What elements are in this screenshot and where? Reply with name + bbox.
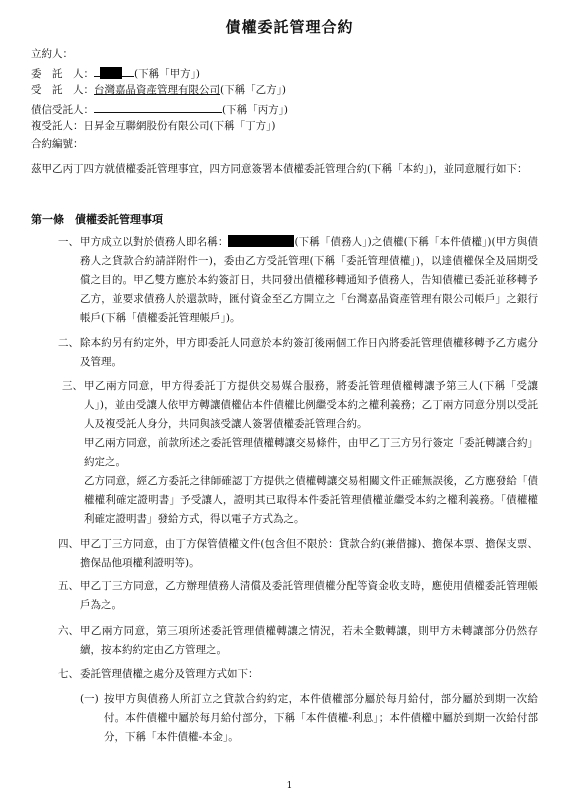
clause-6-number: 六、 — [58, 625, 79, 637]
party-a-suffix: (下稱「甲方」) — [134, 68, 200, 80]
clause-3-number: 三、 — [62, 380, 83, 392]
clause-1 — [80, 233, 538, 328]
clause-1-number: 一、 — [58, 236, 79, 248]
clause-1-part-a: 甲方成立以對於債務人即名稱： — [80, 236, 229, 248]
clause-3-part-c: 乙方同意，經乙方委託之律師確認丁方提供之債權轉讓交易相關文件正確無誤後，乙方應發給「債權權利確定證明書」予受讓人，證明其已取得本件委託管理債權並繼受本約之權利義務。「債權權利確定證明書」發給方式，得以電子方式為之。 — [84, 475, 538, 525]
party-b-name: 台灣嘉晶資產管理有限公司 — [94, 84, 220, 96]
parties-heading: 立約人： — [31, 48, 73, 60]
contract-number-label: 合約編號： — [31, 138, 84, 150]
clause-1-part-b: (下稱「債務人」)之債權(下稱「本件債權」)(甲方與債務人之貸款合約請詳附件一)，委由乙方受託管理(下稱「委託管理債權」)，以達債權保全及屆期受償之目的。甲乙雙方應於本約簽訂日，共同發出債權移轉通知予債務人，告知債權已委託並移轉予乙方，並要求債務人於還款時，匯付資金至乙方開立之「台灣嘉晶資產管理有限公司帳戶」之銀行帳戶(下稱「債權委託管理帳戶」)。 — [80, 236, 539, 324]
clause-5-number: 五、 — [58, 580, 79, 592]
clause-7: 委託管理債權之處分及管理方式如下： — [80, 668, 259, 680]
clause-3-part-a: 甲乙兩方同意，甲方得委託丁方提供交易媒合服務，將委託管理債權轉讓予第三人(下稱「受讓人」)，並由受讓人依甲方轉讓債權佔本件債權比例繼受本約之權利義務；乙丁兩方同意分別以受託人及複受託人身分，共同與該受讓人簽署債權委託管理合約。 — [84, 380, 538, 430]
clause-7-1: 按甲方與債務人所訂立之貸款合約約定，本件債權部分屬於每月給付，部分屬於到期一次給付。本件債權中屬於每月給付部分，下稱「本件債權-利息」；本件債權中屬於到期一次給付部分，下稱「本件債權-本金」。 — [104, 693, 538, 743]
party-a-redaction — [100, 67, 122, 79]
clause-2: 除本約另有約定外，甲方即委託人同意於本約簽訂後兩個工作日內將委託管理債權移轉予乙方處分及管理。 — [80, 337, 538, 368]
document-title: 債權委託管理合約 — [225, 18, 354, 36]
clause-4: 甲乙丁三方同意，由丁方保管債權文件(包含但不限於：貸款合約(兼借據)、擔保本票、擔保支票、擔保品他項權利證明等)。 — [80, 538, 538, 569]
page-number: 1 — [286, 781, 293, 791]
debtor-name-redaction — [228, 235, 294, 247]
party-c-suffix: (下稱「丙方」) — [222, 104, 288, 116]
party-b-line — [31, 83, 286, 97]
preamble: 茲甲乙丙丁四方就債權委託管理事宜，四方同意簽署本債權委託管理合約(下稱「本約」)，並同意履行如下： — [31, 163, 528, 175]
clause-4-number: 四、 — [58, 538, 79, 550]
clause-3-part-b: 甲乙兩方同意，前款所述之委託管理債權轉讓交易條件，由甲乙丁三方另行簽定「委託轉讓合約」約定之。 — [84, 437, 538, 468]
clause-7-number: 七、 — [58, 668, 79, 680]
clause-5: 甲乙丁三方同意，乙方辦理債務人清償及委託管理債權分配等資金收支時，應使用債權委託管理帳戶為之。 — [80, 580, 538, 611]
party-d-line: 複受託人：日昇金互聯網股份有限公司(下稱「丁方」) — [31, 120, 276, 132]
party-c-blank — [94, 101, 222, 113]
party-a-label: 委 託 人： — [31, 68, 94, 80]
clause-6: 甲乙兩方同意，第三項所述委託管理債權轉讓之情況，若未全數轉讓，則甲方未轉讓部分仍然存續，按本約約定由乙方管理之。 — [80, 625, 538, 656]
party-c-line — [31, 101, 288, 117]
clause-2-number: 二、 — [58, 337, 79, 349]
party-c-label: 債信受託人： — [31, 104, 94, 116]
clause-7-1-number: (一) — [80, 693, 99, 705]
party-b-label: 受 託 人： — [31, 84, 94, 96]
party-a-line — [31, 65, 200, 81]
party-b-suffix: (下稱「乙方」) — [220, 84, 286, 96]
party-a-blank-end — [122, 65, 134, 77]
section-1-title: 第一條 債權委託管理事項 — [31, 213, 163, 226]
